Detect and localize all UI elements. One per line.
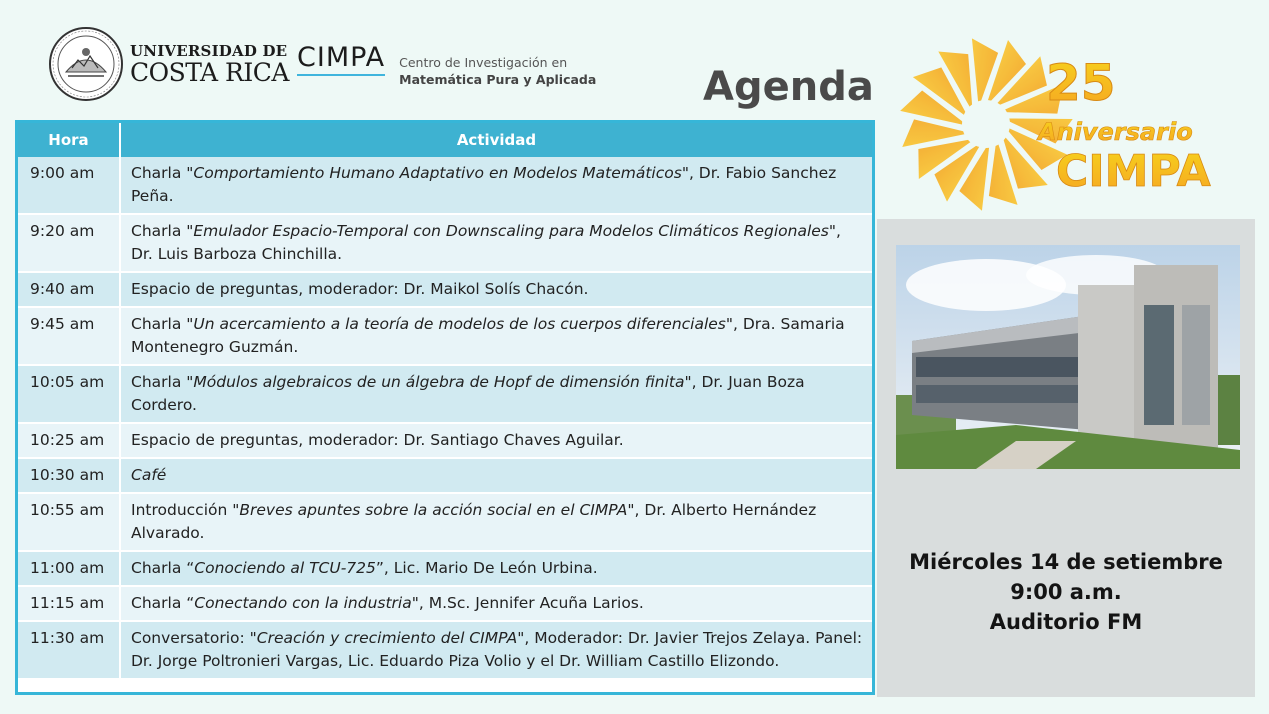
talk-title: Conectando con la industria [194, 594, 412, 612]
column-header-activity: Actividad [120, 123, 872, 157]
row-time: 10:30 am [18, 458, 120, 493]
row-time: 9:40 am [18, 272, 120, 307]
anniversary-word: Aniversario [1038, 118, 1193, 146]
table-row [18, 493, 872, 551]
row-activity: Espacio de preguntas, moderador: Dr. Santiago Chaves Aguilar. [120, 423, 872, 458]
talk-title: Comportamiento Humano Adaptativo en Modelos Matemáticos [193, 164, 682, 182]
table-row [18, 272, 872, 307]
row-activity: Introducción "Breves apuntes sobre la acción social en el CIMPA", Dr. Alberto Hernández Alvarado. [120, 493, 872, 551]
anniversary-badge [898, 32, 1238, 212]
event-time: 9:00 a.m. [1010, 580, 1122, 604]
event-panel [877, 219, 1255, 697]
row-activity: Charla "Un acercamiento a la teoría de modelos de los cuerpos diferenciales", Dra. Samaria Montenegro Guzmán. [120, 307, 872, 365]
table-row [18, 458, 872, 493]
event-place: Auditorio FM [989, 610, 1143, 634]
table-header-row [18, 123, 872, 157]
building-photo [896, 245, 1240, 469]
anniversary-name: CIMPA [1056, 146, 1211, 197]
row-activity: Charla “Conectando con la industria", M.Sc. Jennifer Acuña Larios. [120, 586, 872, 621]
table-row [18, 621, 872, 679]
table-row [18, 365, 872, 423]
row-time: 9:20 am [18, 214, 120, 272]
table-row [18, 423, 872, 458]
ucr-line2: COSTA RICA [130, 57, 289, 87]
ucr-logo [48, 26, 289, 102]
table-row [18, 551, 872, 586]
row-time: 9:45 am [18, 307, 120, 365]
talk-title: Creación y crecimiento del CIMPA [256, 629, 518, 647]
cimpa-description [399, 54, 596, 88]
table-row [18, 214, 872, 272]
agenda-table-frame [15, 120, 875, 695]
talk-title: Emulador Espacio-Temporal con Downscaling para Modelos Climáticos Regionales [193, 222, 829, 240]
cimpa-desc-line2: Matemática Pura y Aplicada [399, 72, 597, 87]
row-time: 10:55 am [18, 493, 120, 551]
ucr-seal-icon [48, 26, 124, 102]
row-activity: Charla “Conociendo al TCU-725”, Lic. Mario De León Urbina. [120, 551, 872, 586]
event-info [877, 547, 1255, 637]
row-activity [120, 458, 872, 493]
agenda-rows [18, 157, 872, 679]
event-date: Miércoles 14 de setiembre [909, 550, 1223, 574]
row-activity: Charla "Comportamiento Humano Adaptativo en Modelos Matemáticos", Dr. Fabio Sanchez Peña. [120, 157, 872, 214]
row-time: 11:15 am [18, 586, 120, 621]
table-row [18, 307, 872, 365]
cimpa-wordmark: CIMPA [297, 44, 385, 76]
row-time: 10:25 am [18, 423, 120, 458]
talk-title: Módulos algebraicos de un álgebra de Hopf de dimensión finita [193, 373, 685, 391]
cimpa-desc-line1: Centro de Investigación en [399, 55, 568, 70]
row-activity: Charla "Emulador Espacio-Temporal con Downscaling para Modelos Climáticos Regionales", Dr. Luis Barboza Chinchilla. [120, 214, 872, 272]
table-row [18, 586, 872, 621]
row-time: 11:00 am [18, 551, 120, 586]
talk-title: Conociendo al TCU-725 [194, 559, 376, 577]
row-activity: Conversatorio: "Creación y crecimiento del CIMPA", Moderador: Dr. Javier Trejos Zelaya. Panel: Dr. Jorge Poltronieri Vargas, Lic. Eduardo Piza Volio y el Dr. William Castillo Elizondo. [120, 621, 872, 679]
ucr-wordmark [130, 41, 289, 87]
row-time: 9:00 am [18, 157, 120, 214]
row-activity: Espacio de preguntas, moderador: Dr. Maikol Solís Chacón. [120, 272, 872, 307]
cimpa-logo [297, 44, 596, 88]
row-activity: Charla "Módulos algebraicos de un álgebra de Hopf de dimensión finita", Dr. Juan Boza Cordero. [120, 365, 872, 423]
row-time: 11:30 am [18, 621, 120, 679]
anniversary-number: 25 [1046, 54, 1116, 112]
talk-title: Café [131, 466, 167, 484]
column-header-time: Hora [18, 123, 120, 157]
talk-title: Un acercamiento a la teoría de modelos de los cuerpos diferenciales [193, 315, 726, 333]
agenda-table [18, 123, 872, 680]
ucr-line1: UNIVERSIDAD DE [130, 41, 288, 60]
page-title: Agenda [703, 64, 874, 110]
talk-title: Breves apuntes sobre la acción social en el CIMPA [239, 501, 628, 519]
table-row [18, 157, 872, 214]
row-time: 10:05 am [18, 365, 120, 423]
